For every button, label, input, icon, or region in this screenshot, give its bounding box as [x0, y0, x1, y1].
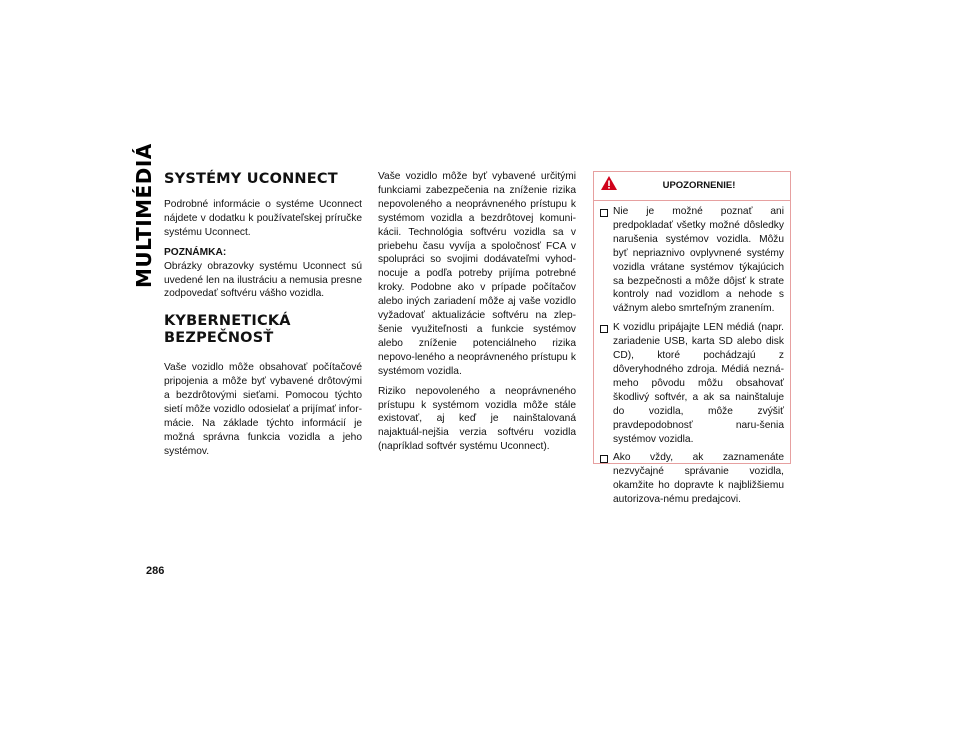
warning-list — [594, 201, 790, 507]
warning-header — [594, 172, 790, 201]
heading-cybersecurity — [164, 313, 362, 347]
warning-title: UPOZORNENIE! — [662, 180, 736, 191]
security-paragraph-2: Riziko nepovoleného a neoprávneného prístupu k systémom vozidla môže stále existovať, aj keď je nainštalovaná najaktuál-nejšia verzia softvéru vozidla (napríklad softvér systému Uconnect). — [378, 385, 576, 453]
warning-item: Nie je možné poznať ani predpokladať všetky možné dôsledky narušenia systémov vozidla. Môžu byť nepriaznivo ovplyvnené systémy vozidla vrátane systémov týkajúcich sa bezpečnosti a môže dôjsť k strate kontroly nad vozidlom a nehode s vážnym alebo smrteľným zranením. — [600, 205, 784, 316]
square-bullet-icon — [600, 209, 608, 217]
page-number: 286 — [146, 565, 165, 577]
note-block — [164, 246, 362, 302]
section-side-tab: MULTIMÉDIÁ — [132, 143, 156, 288]
note-text: Obrázky obrazovky systému Uconnect sú uvedené len na ilustráciu a nemusia presne zodpovedať softvéru vášho vozidla. — [164, 260, 362, 300]
heading-cybersecurity-line1: KYBERNETICKÁ — [164, 313, 291, 330]
warning-item: K vozidlu pripájajte LEN médiá (napr. zariadenie USB, karta SD alebo disk CD), ktoré pochádzajú z dôveryhodného zdroja. Médiá nezná-meho pôvodu môžu obsahovať škodlivý softvér, a ak sa nainštaluje do vozidla, môže zvýšiť pravdepodobnosť naru-šenia systémov vozidla. — [600, 321, 784, 446]
left-column — [164, 170, 362, 465]
uconnect-paragraph: Podrobné informácie o systéme Uconnect nájdete v dodatku k používateľskej príručke systému Uconnect. — [164, 199, 362, 238]
heading-uconnect: SYSTÉMY UCONNECT — [164, 171, 338, 187]
warning-item: Ako vždy, ak zaznamenáte nezvyčajné správanie vozidla, okamžite ho dopravte k najbližšiemu autorizova-nému predajcovi. — [600, 451, 784, 507]
middle-column — [378, 170, 576, 460]
warning-box — [593, 171, 791, 506]
note-label: POZNÁMKA: — [164, 246, 227, 258]
square-bullet-icon — [600, 455, 608, 463]
heading-cybersecurity-line2: BEZPEČNOSŤ — [164, 330, 274, 347]
square-bullet-icon — [600, 325, 608, 333]
cybersecurity-paragraph: Vaše vozidlo môže obsahovať počítačové pripojenia a môže byť vybavené drôtovými a bezdrôtovými sieťami. Pomocou týchto sietí môže vozidlo odosielať a prijímať infor-mácie. Na základe týchto informácií je možná správna funkcia vozidla a jeho systémov. — [164, 362, 362, 457]
security-paragraph-1: Vaše vozidlo môže byť vybavené určitými funkciami zabezpečenia na zníženie rizika nepovoleného a neoprávneného prístupu k systémom vozidla a bezdrôtovej komuni-kácii. Technológia softvéru vozidla sa v priebehu času vyvíja a spoločnosť FCA v spolupráci so svojimi dodávateľmi vyhod-nocuje a podľa potreby prijíma potrebné kroky. Podobne ako v prípade počítačov alebo iných zariadení môže aj vaše vozidlo vyžadovať aktualizácie softvéru na zlep-šenie využiteľnosti a funkcie systémov alebo zníženie potenciálneho rizika nepovo-leného a neoprávneného prístupu k systémom vozidla. — [378, 171, 576, 377]
